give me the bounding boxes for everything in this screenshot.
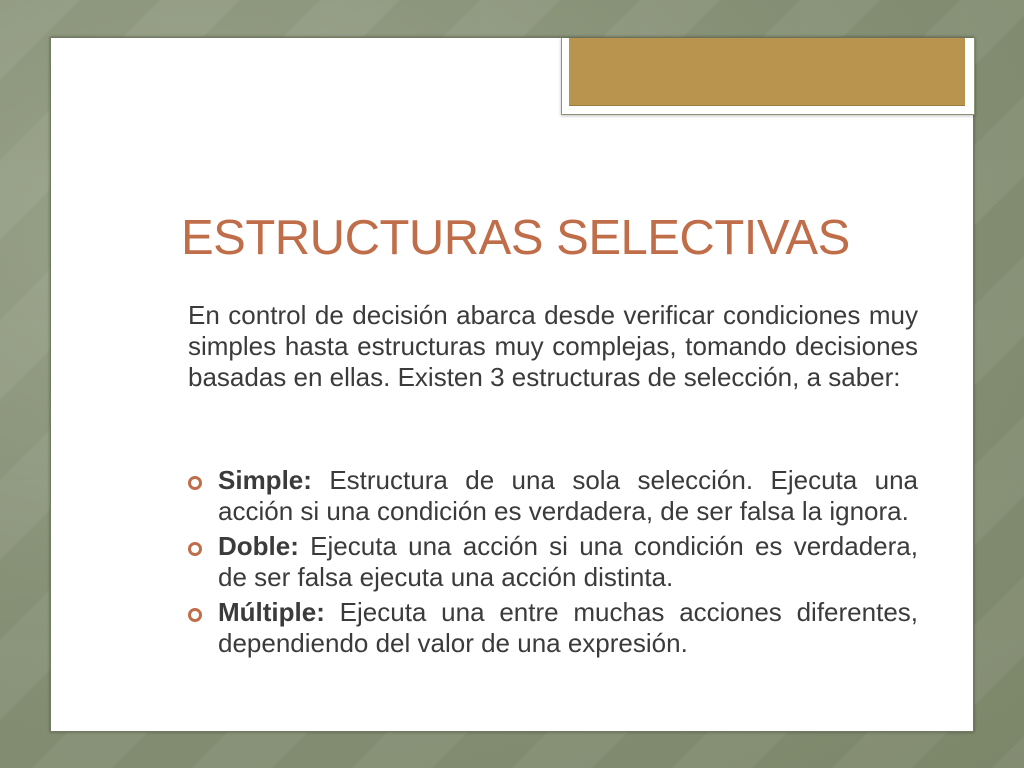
slide-title: ESTRUCTURAS SELECTIVAS xyxy=(181,211,850,265)
ring-bullet-icon xyxy=(188,542,202,556)
bullet-text: Estructura de una sola selección. Ejecuta una acción si una condición es verdadera, de ser falsa la ignora. xyxy=(218,465,918,526)
intro-paragraph: En control de decisión abarca desde verificar condiciones muy simples hasta estructuras muy complejas, tomando decisiones basadas en ellas. Existen 3 estructuras de selección, a saber: xyxy=(188,300,918,392)
bullet-list xyxy=(188,465,918,663)
slide-canvas xyxy=(50,37,974,732)
accent-bar xyxy=(569,38,965,106)
ring-bullet-icon xyxy=(188,608,202,622)
bullet-term: Múltiple: xyxy=(218,597,325,627)
bullet-term: Doble: xyxy=(218,531,299,561)
ring-bullet-icon xyxy=(188,476,202,490)
bullet-item-multiple xyxy=(188,597,918,659)
bullet-text: Ejecuta una entre muchas acciones diferentes, dependiendo del valor de una expresión. xyxy=(218,597,918,658)
bullet-item-simple xyxy=(188,465,918,527)
bullet-item-doble xyxy=(188,531,918,593)
bullet-text: Ejecuta una acción si una condición es verdadera, de ser falsa ejecuta una acción distinta. xyxy=(218,531,918,592)
bullet-term: Simple: xyxy=(218,465,312,495)
